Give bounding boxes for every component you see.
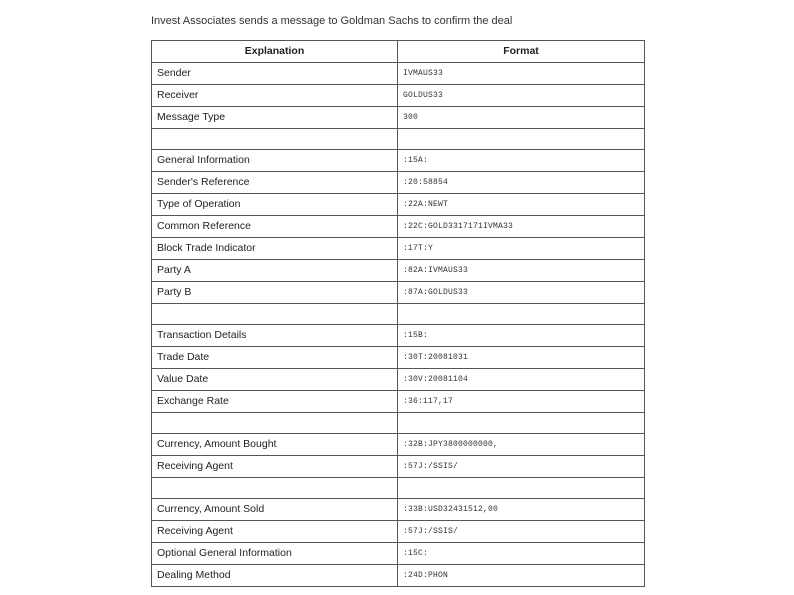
- table-row: [152, 521, 645, 543]
- table-row: [152, 85, 645, 107]
- table-row: [152, 172, 645, 194]
- table-row: [152, 282, 645, 304]
- explanation-cell: Optional General Information: [152, 543, 398, 565]
- format-cell: :15A:: [398, 150, 645, 172]
- format-cell: :20:58854: [398, 172, 645, 194]
- explanation-cell: Type of Operation: [152, 194, 398, 216]
- table-row: [152, 325, 645, 347]
- explanation-cell: Exchange Rate: [152, 391, 398, 413]
- table-header-row: [152, 41, 645, 63]
- format-cell: :57J:/SSIS/: [398, 521, 645, 543]
- format-cell: [398, 129, 645, 150]
- table-row: [152, 216, 645, 238]
- format-cell: [398, 304, 645, 325]
- mt300-message-table: [151, 40, 645, 587]
- spacer-row: [152, 413, 645, 434]
- explanation-cell: Message Type: [152, 107, 398, 129]
- explanation-cell: Receiving Agent: [152, 456, 398, 478]
- format-cell: :33B:USD32431512,00: [398, 499, 645, 521]
- format-cell: [398, 478, 645, 499]
- explanation-cell: Value Date: [152, 369, 398, 391]
- explanation-cell: Transaction Details: [152, 325, 398, 347]
- explanation-cell: [152, 304, 398, 325]
- format-cell: :87A:GOLDUS33: [398, 282, 645, 304]
- explanation-cell: Block Trade Indicator: [152, 238, 398, 260]
- spacer-row: [152, 129, 645, 150]
- explanation-cell: Party A: [152, 260, 398, 282]
- header-explanation: Explanation: [152, 41, 398, 63]
- explanation-cell: Dealing Method: [152, 565, 398, 587]
- format-cell: :57J:/SSIS/: [398, 456, 645, 478]
- table-row: [152, 63, 645, 85]
- explanation-cell: Party B: [152, 282, 398, 304]
- format-cell: :36:117,17: [398, 391, 645, 413]
- explanation-cell: [152, 478, 398, 499]
- format-cell: :17T:Y: [398, 238, 645, 260]
- table-row: [152, 456, 645, 478]
- explanation-cell: Receiver: [152, 85, 398, 107]
- format-cell: :30T:20081031: [398, 347, 645, 369]
- table-row: [152, 434, 645, 456]
- explanation-cell: Currency, Amount Sold: [152, 499, 398, 521]
- table-row: [152, 565, 645, 587]
- explanation-cell: Currency, Amount Bought: [152, 434, 398, 456]
- explanation-cell: Common Reference: [152, 216, 398, 238]
- explanation-cell: Trade Date: [152, 347, 398, 369]
- table-row: [152, 391, 645, 413]
- format-cell: :32B:JPY3800000000,: [398, 434, 645, 456]
- spacer-row: [152, 478, 645, 499]
- explanation-cell: Sender: [152, 63, 398, 85]
- format-cell: :22C:GOLD3317171IVMA33: [398, 216, 645, 238]
- format-cell: [398, 413, 645, 434]
- table-row: [152, 347, 645, 369]
- table-row: [152, 150, 645, 172]
- format-cell: :30V:20081104: [398, 369, 645, 391]
- table-row: [152, 238, 645, 260]
- header-format: Format: [398, 41, 645, 63]
- table-row: [152, 107, 645, 129]
- explanation-cell: [152, 129, 398, 150]
- format-cell: GOLDUS33: [398, 85, 645, 107]
- format-cell: :24D:PHON: [398, 565, 645, 587]
- explanation-cell: [152, 413, 398, 434]
- table-row: [152, 194, 645, 216]
- intro-text: Invest Associates sends a message to Goldman Sachs to confirm the deal: [151, 15, 513, 27]
- format-cell: IVMAUS33: [398, 63, 645, 85]
- format-cell: :82A:IVMAUS33: [398, 260, 645, 282]
- explanation-cell: General Information: [152, 150, 398, 172]
- format-cell: :15C:: [398, 543, 645, 565]
- table-row: [152, 369, 645, 391]
- format-cell: :15B:: [398, 325, 645, 347]
- table-row: [152, 499, 645, 521]
- table-row: [152, 260, 645, 282]
- table-row: [152, 543, 645, 565]
- explanation-cell: Sender's Reference: [152, 172, 398, 194]
- format-cell: :22A:NEWT: [398, 194, 645, 216]
- explanation-cell: Receiving Agent: [152, 521, 398, 543]
- format-cell: 300: [398, 107, 645, 129]
- spacer-row: [152, 304, 645, 325]
